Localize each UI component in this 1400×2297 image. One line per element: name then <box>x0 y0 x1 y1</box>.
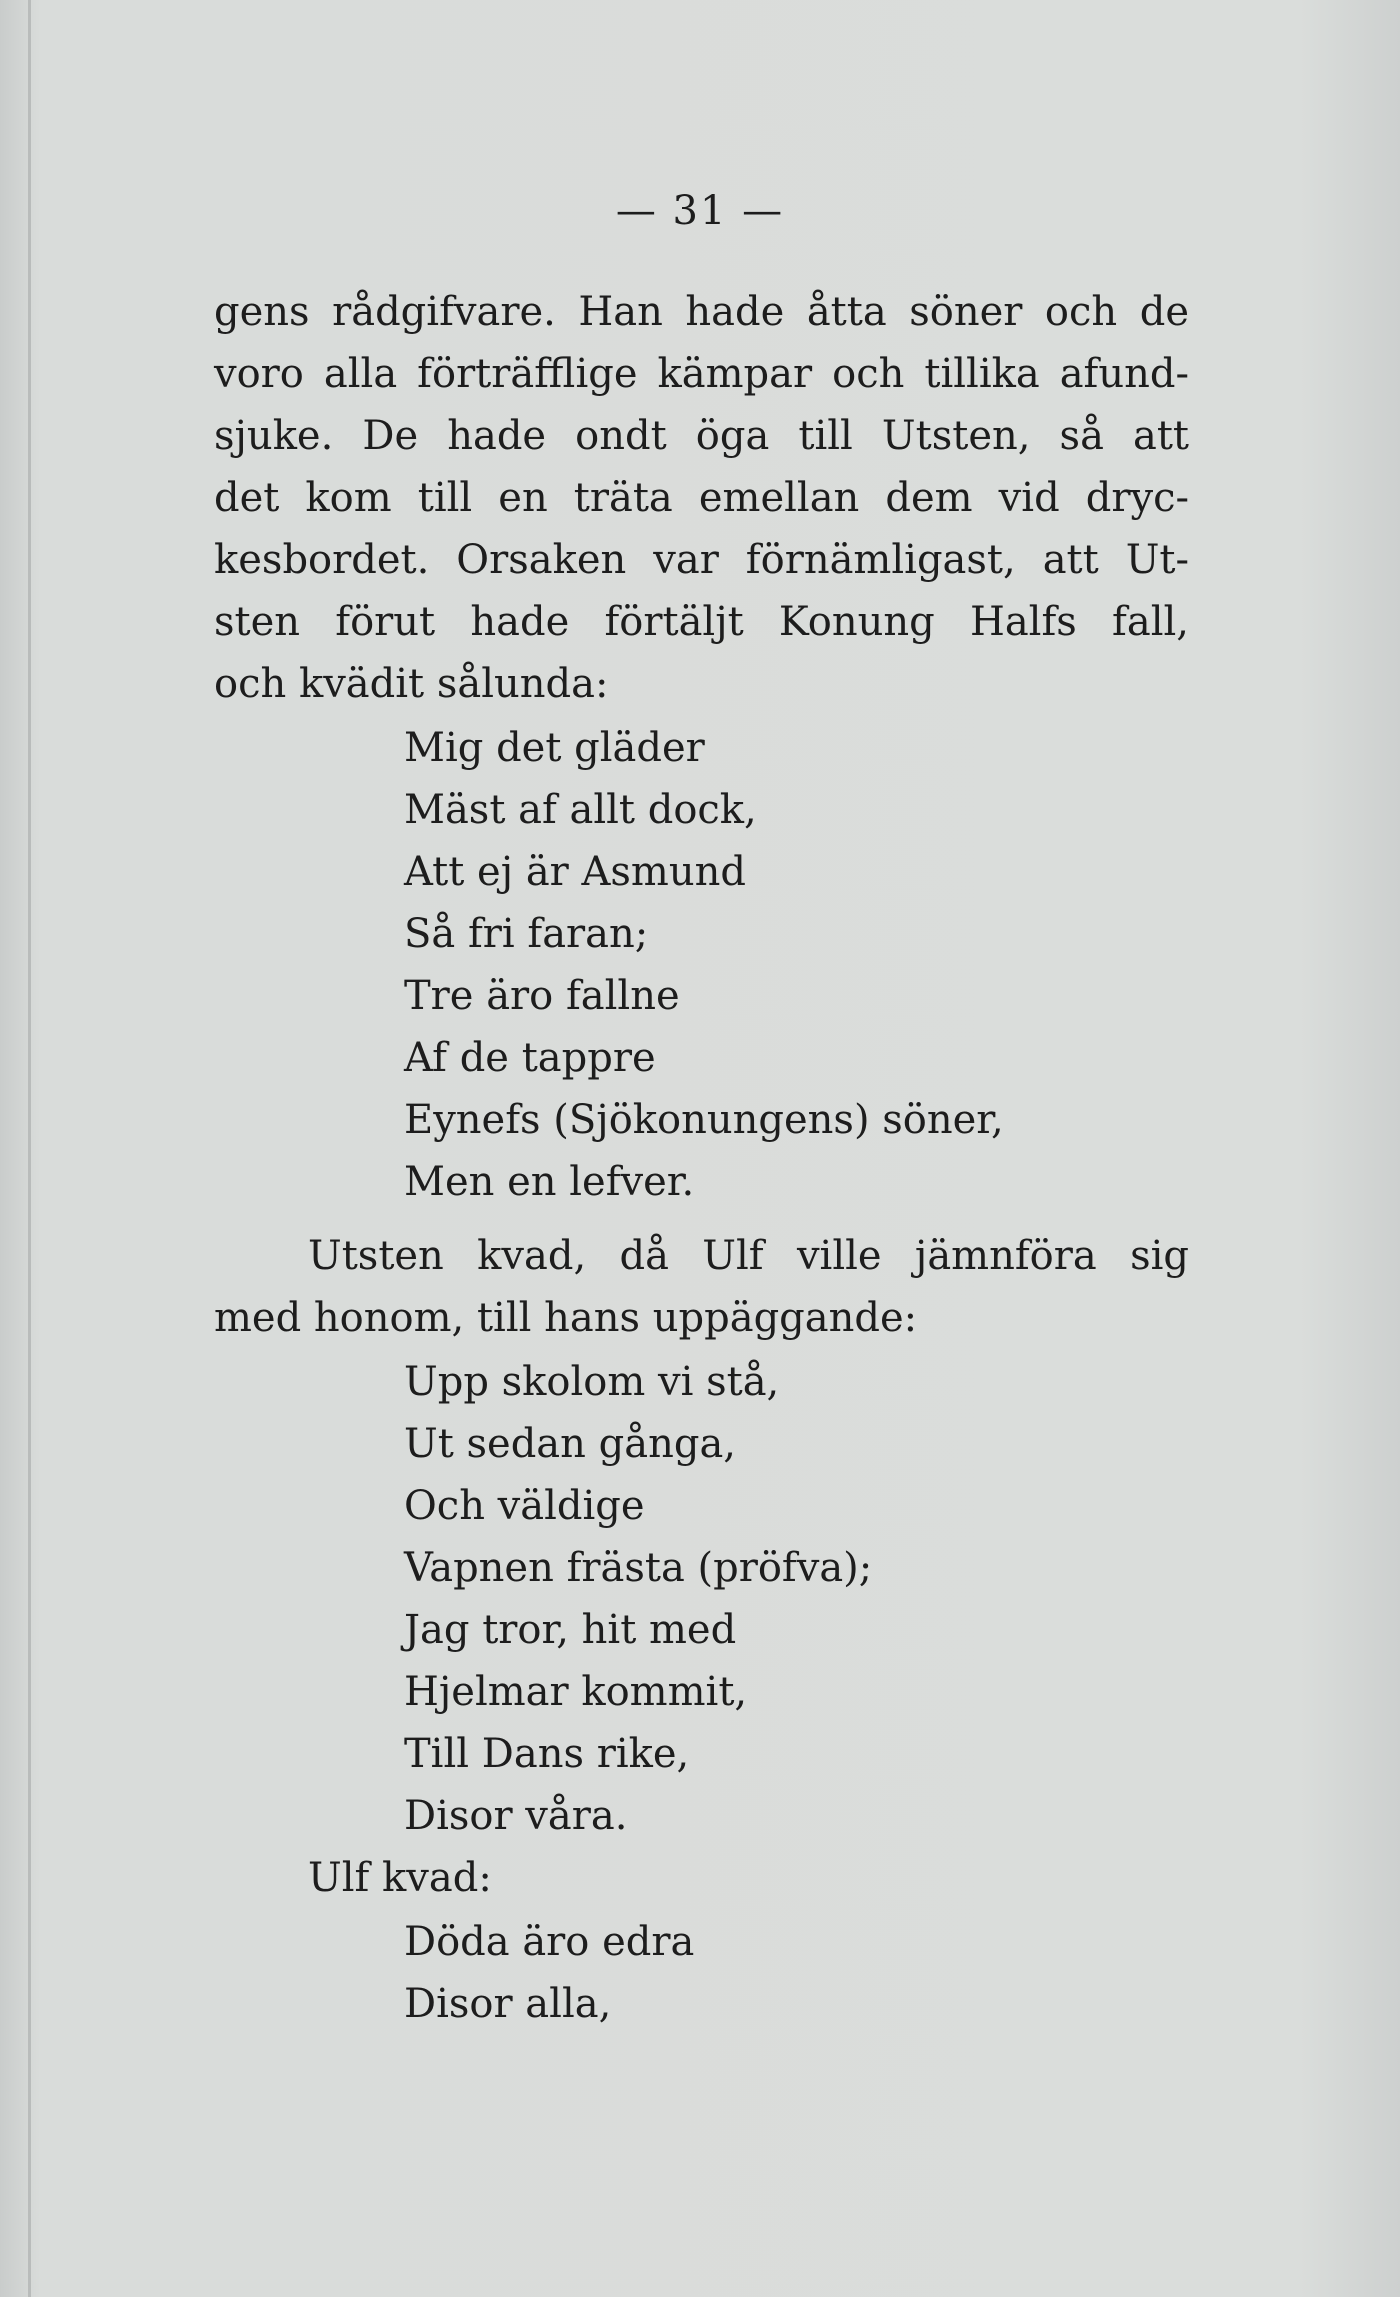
verse-line: Och väldige <box>404 1483 645 1529</box>
prose-line: Utsten kvad, då Ulf ville jämnföra sig <box>308 1233 1189 1279</box>
prose-line: sjuke. De hade ondt öga till Utsten, så att <box>214 413 1189 459</box>
prose-line: med honom, till hans uppäggande: <box>214 1295 918 1341</box>
prose-line: voro alla förträfflige kämpar och tillika afund- <box>214 351 1189 397</box>
prose-line: kesbordet. Orsaken var förnämligast, att Ut- <box>214 537 1189 583</box>
verse-line: Mäst af allt dock, <box>404 787 757 833</box>
verse-line: Upp skolom vi stå, <box>404 1359 780 1405</box>
verse-line: Men en lefver. <box>404 1159 695 1205</box>
prose-line: sten förut hade förtäljt Konung Halfs fall, <box>214 599 1189 645</box>
verse-line: Så fri faran; <box>404 911 649 957</box>
verse-line: Döda äro edra <box>404 1919 695 1965</box>
verse-line: Hjelmar kommit, <box>404 1669 748 1715</box>
verse-line: Eynefs (Sjökonungens) söner, <box>404 1097 1004 1143</box>
verse-line: Tre äro fallne <box>404 973 680 1019</box>
verse-line: Till Dans rike, <box>404 1731 690 1777</box>
verse-line: Ut sedan gånga, <box>404 1421 737 1467</box>
prose-line: gens rådgifvare. Han hade åtta söner och de <box>214 289 1189 335</box>
verse-line: Disor våra. <box>404 1793 628 1839</box>
prose-line: Ulf kvad: <box>308 1855 492 1901</box>
verse-line: Jag tror, hit med <box>404 1607 737 1653</box>
verse-line: Mig det gläder <box>404 725 705 771</box>
verse-line: Af de tappre <box>404 1035 656 1081</box>
prose-line: och kvädit sålunda: <box>214 661 609 707</box>
prose-line: det kom till en träta emellan dem vid dryc- <box>214 475 1189 521</box>
verse-line: Att ej är Asmund <box>404 849 746 895</box>
verse-line: Disor alla, <box>404 1981 612 2027</box>
page-number: — 31 — <box>615 188 785 234</box>
verse-line: Vapnen frästa (pröfva); <box>404 1545 873 1591</box>
